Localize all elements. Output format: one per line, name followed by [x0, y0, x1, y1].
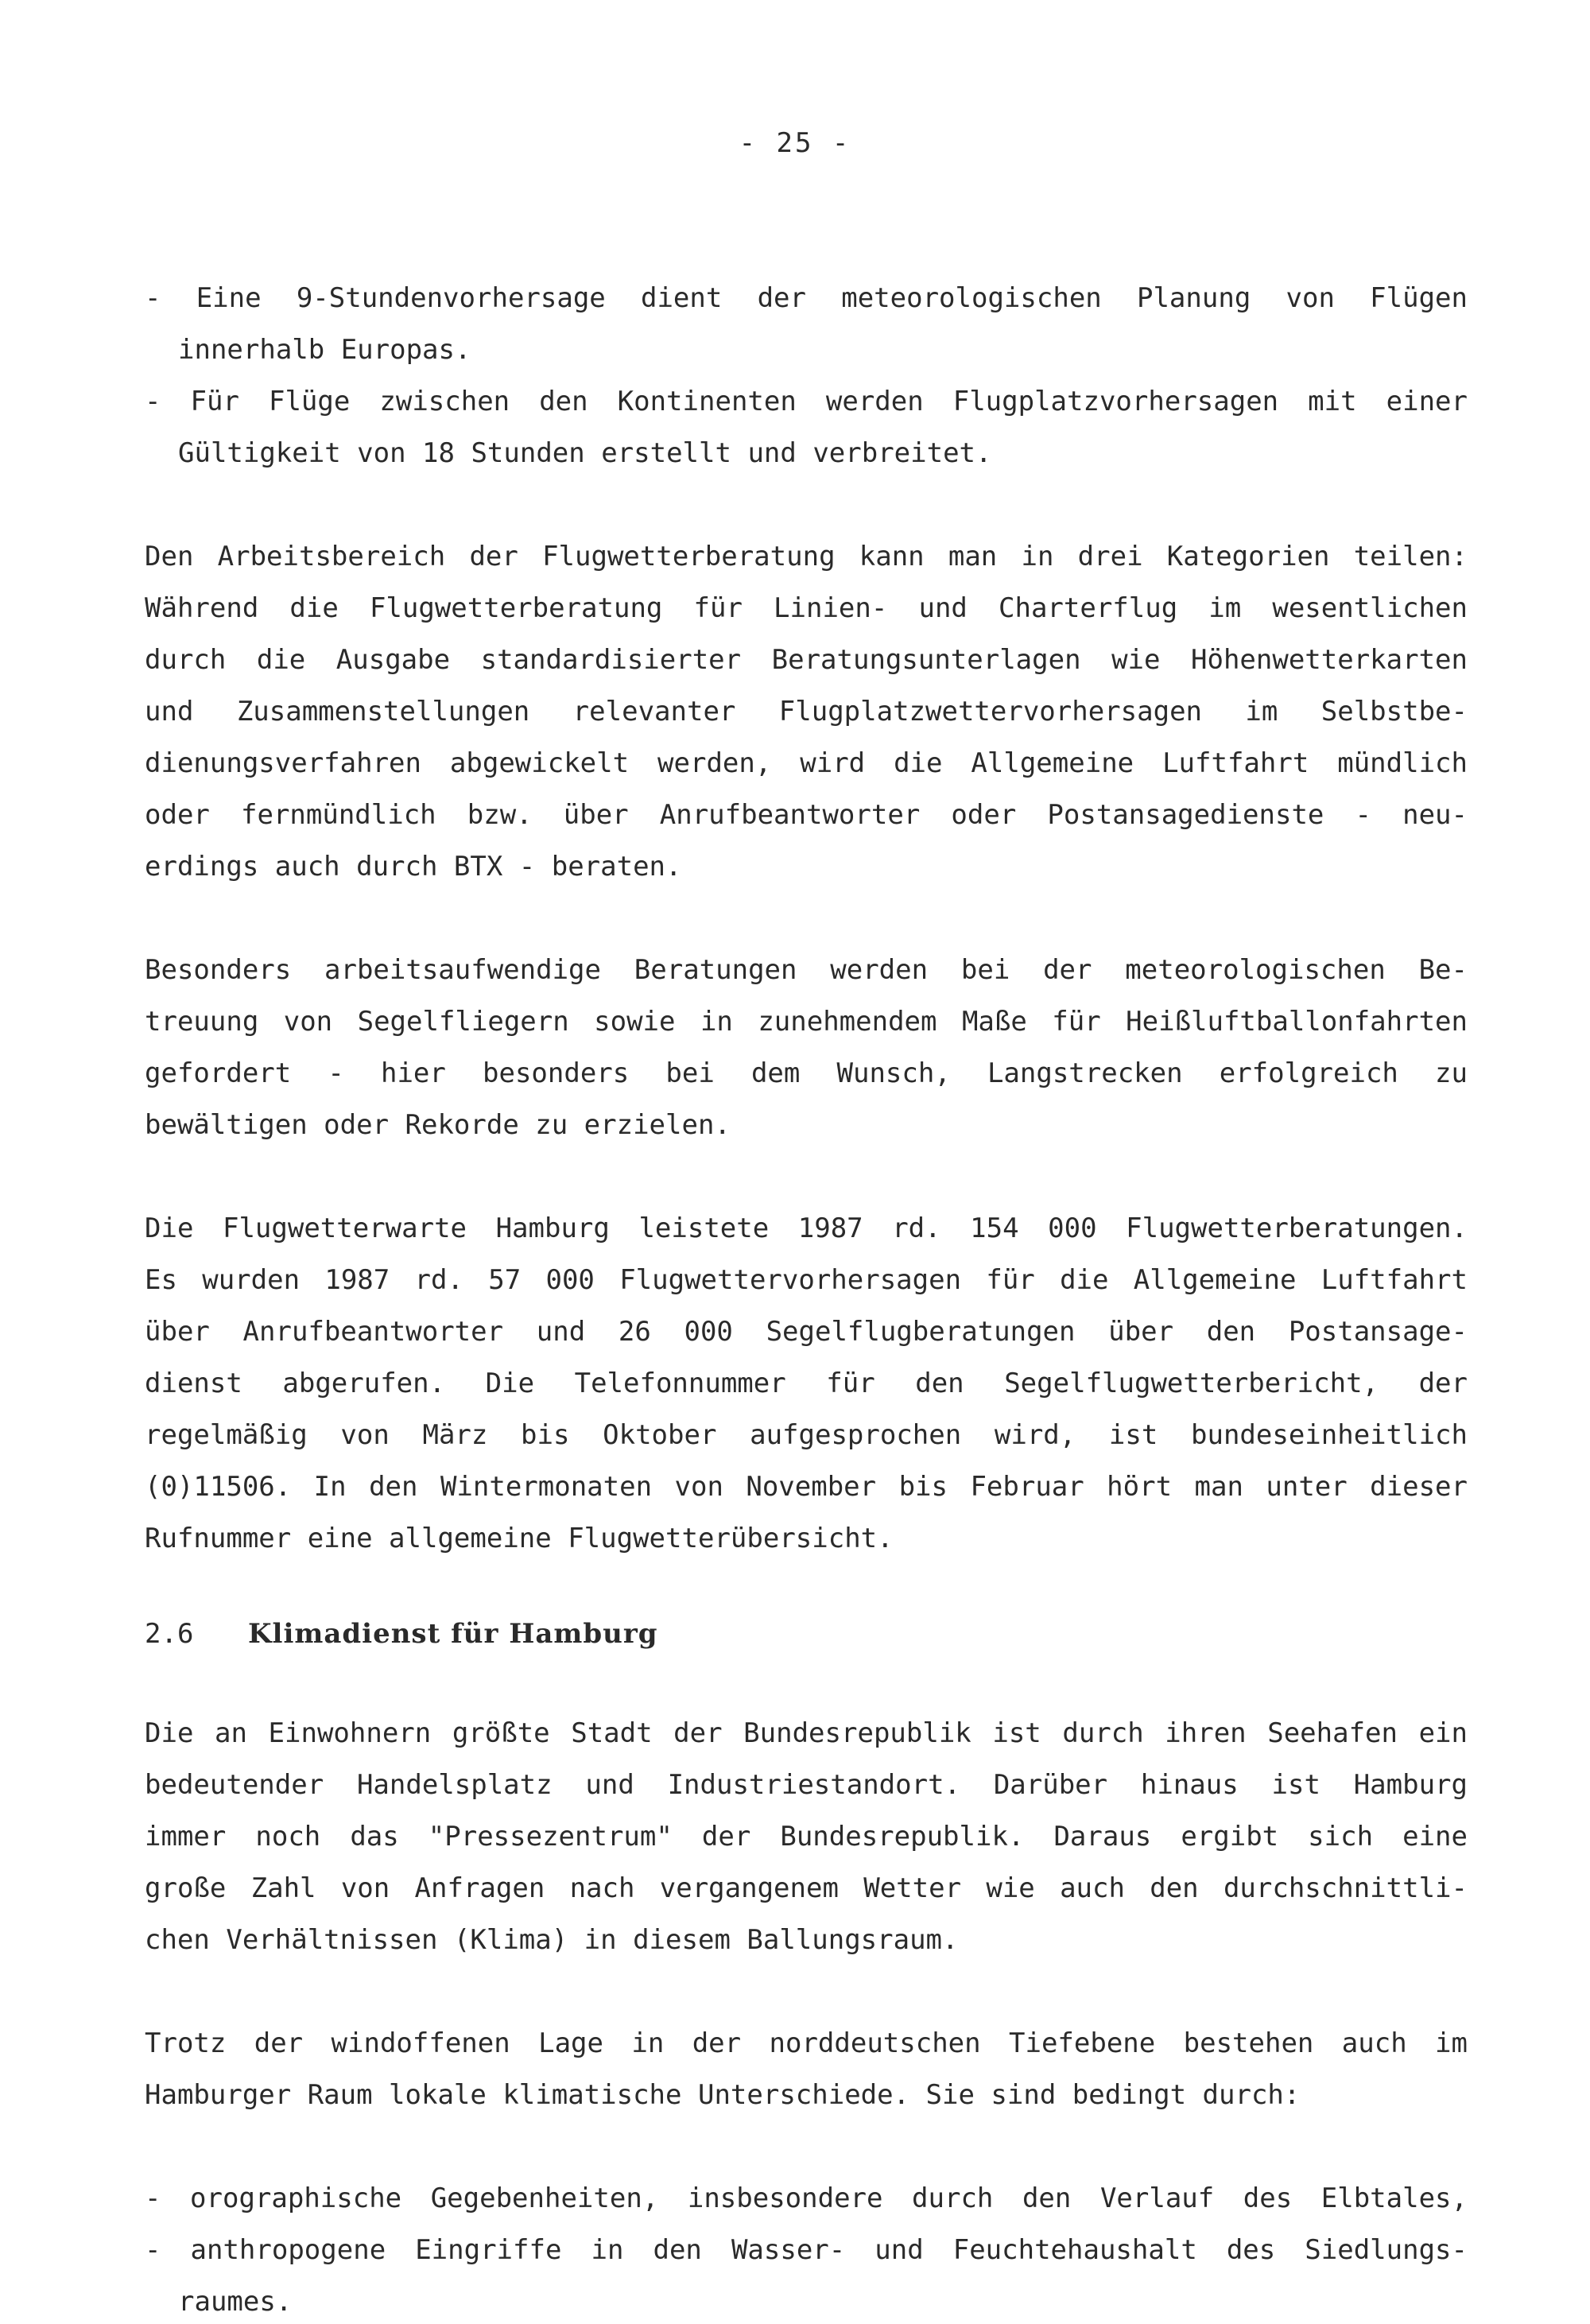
- text-line: Trotz der windoffenen Lage in der norddeutschen Tiefebene bestehen auch im: [145, 2027, 1468, 2059]
- text-line: Die an Einwohnern größte Stadt der Bundesrepublik ist durch ihren Seehafen ein: [145, 1717, 1468, 1749]
- text-line: Rufnummer eine allgemeine Flugwetterübersicht.: [145, 1523, 894, 1554]
- section-number: 2.6: [145, 1618, 194, 1650]
- text-line: raumes.: [178, 2286, 293, 2318]
- text-line: - anthropogene Eingriffe in den Wasser- und Feuchtehaushalt des Siedlungs-: [145, 2234, 1468, 2266]
- text-line: über Anrufbeantworter und 26 000 Segelflugberatungen über den Postansage-: [145, 1316, 1468, 1348]
- section-heading: [145, 1616, 658, 1651]
- text-line: durch die Ausgabe standardisierter Beratungsunterlagen wie Höhenwetterkarten: [145, 644, 1468, 676]
- text-line: erdings auch durch BTX - beraten.: [145, 851, 682, 883]
- text-line: Besonders arbeitsaufwendige Beratungen werden bei der meteorologischen Be-: [145, 954, 1468, 986]
- text-line: Die Flugwetterwarte Hamburg leistete 1987 rd. 154 000 Flugwetterberatungen.: [145, 1212, 1468, 1244]
- text-line: Es wurden 1987 rd. 57 000 Flugwettervorhersagen für die Allgemeine Luftfahrt: [145, 1264, 1468, 1296]
- text-line: - Eine 9-Stundenvorhersage dient der meteorologischen Planung von Flügen: [145, 282, 1468, 314]
- text-line: Hamburger Raum lokale klimatische Unterschiede. Sie sind bedingt durch:: [145, 2079, 1301, 2111]
- text-line: innerhalb Europas.: [178, 334, 471, 366]
- text-line: dienst abgerufen. Die Telefonnummer für den Segelflugwetterbericht, der: [145, 1368, 1468, 1399]
- text-line: (0)11506. In den Wintermonaten von November bis Februar hört man unter dieser: [145, 1471, 1468, 1503]
- text-line: regelmäßig von März bis Oktober aufgesprochen wird, ist bundeseinheitlich: [145, 1419, 1468, 1451]
- text-line: bewältigen oder Rekorde zu erzielen.: [145, 1109, 731, 1141]
- page-number: - 25 -: [739, 127, 851, 159]
- text-line: - Für Flüge zwischen den Kontinenten werden Flugplatzvorhersagen mit einer: [145, 386, 1468, 417]
- text-line: Während die Flugwetterberatung für Linien- und Charterflug im wesentlichen: [145, 592, 1468, 624]
- text-line: - orographische Gegebenheiten, insbesondere durch den Verlauf des Elbtales,: [145, 2182, 1468, 2214]
- text-line: große Zahl von Anfragen nach vergangenem Wetter wie auch den durchschnittli-: [145, 1872, 1468, 1904]
- text-line: bedeutender Handelsplatz und Industriestandort. Darüber hinaus ist Hamburg: [145, 1769, 1468, 1801]
- text-line: Den Arbeitsbereich der Flugwetterberatung kann man in drei Kategorien teilen:: [145, 541, 1468, 572]
- text-line: chen Verhältnissen (Klima) in diesem Ballungsraum.: [145, 1924, 959, 1956]
- text-line: oder fernmündlich bzw. über Anrufbeantworter oder Postansagedienste - neu-: [145, 799, 1468, 831]
- text-line: Gültigkeit von 18 Stunden erstellt und verbreitet.: [178, 437, 992, 469]
- text-line: und Zusammenstellungen relevanter Flugplatzwettervorhersagen im Selbstbe-: [145, 696, 1468, 727]
- text-line: dienungsverfahren abgewickelt werden, wird die Allgemeine Luftfahrt mündlich: [145, 747, 1468, 779]
- section-title: Klimadienst für Hamburg: [248, 1618, 658, 1650]
- text-line: gefordert - hier besonders bei dem Wunsch, Langstrecken erfolgreich zu: [145, 1057, 1468, 1089]
- text-line: immer noch das "Pressezentrum" der Bundesrepublik. Daraus ergibt sich eine: [145, 1821, 1468, 1853]
- text-line: treuung von Segelfliegern sowie in zunehmendem Maße für Heißluftballonfahrten: [145, 1006, 1468, 1038]
